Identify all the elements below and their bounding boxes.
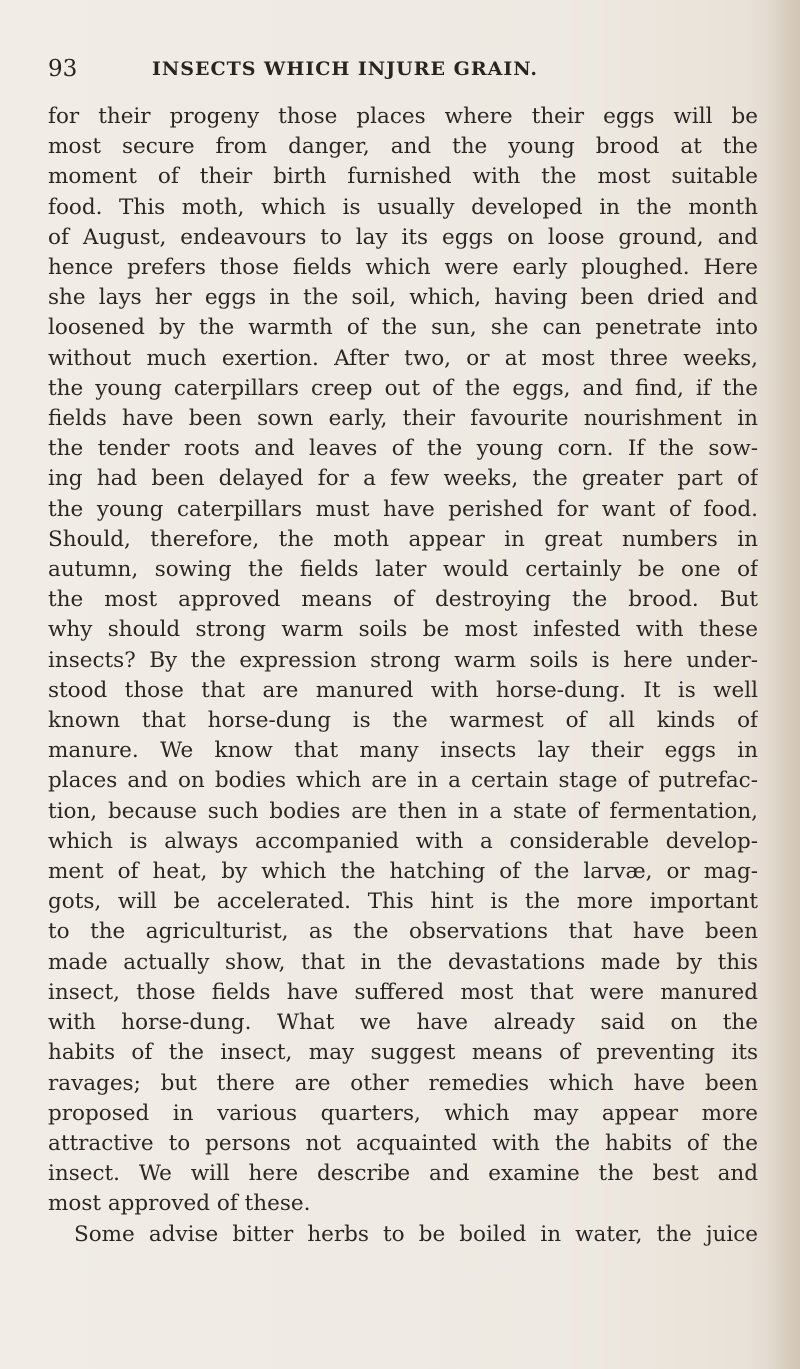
text-line: attractive to persons not acquainted with the habits of the (48, 1130, 758, 1156)
text-line: with horse-dung. What we have already said on the (48, 1010, 758, 1036)
text-line: the young caterpillars must have perished for want of food. (48, 496, 758, 522)
text-line: loosened by the warmth of the sun, she can penetrate into (48, 315, 758, 341)
text-line: insects? By the expression strong warm soils is here under- (48, 647, 758, 673)
text-line: why should strong warm soils be most infested with these (48, 617, 758, 643)
text-line: Should, therefore, the moth appear in great numbers in (48, 526, 758, 552)
text-line: for their progeny those places where their eggs will be (48, 104, 758, 129)
body-text (48, 102, 758, 1250)
text-line: insect. We will here describe and examine the best and (48, 1161, 758, 1187)
text-line: made actually show, that in the devastations made by this (48, 949, 758, 975)
text-line: ing had been delayed for a few weeks, the greater part of (48, 466, 758, 492)
text-line: moment of their birth furnished with the most suitable (48, 164, 758, 190)
text-line: habits of the insect, may suggest means of preventing its (48, 1040, 758, 1066)
text-line: Some advise bitter herbs to be boiled in water, the juice (74, 1221, 758, 1247)
text-line: ravages; but there are other remedies which have been (48, 1070, 758, 1096)
text-line: gots, will be accelerated. This hint is the more important (48, 889, 758, 915)
text-line: she lays her eggs in the soil, which, having been dried and (48, 285, 758, 311)
text-line: autumn, sowing the fields later would certainly be one of (48, 557, 758, 583)
text-line: manure. We know that many insects lay their eggs in (48, 738, 758, 764)
text-line: the tender roots and leaves of the young corn. If the sow- (48, 436, 758, 462)
text-line: insect, those fields have suffered most that were manured (48, 979, 758, 1005)
page-header (48, 56, 748, 96)
text-line: proposed in various quarters, which may appear more (48, 1100, 758, 1126)
text-line: without much exertion. After two, or at most three weeks, (48, 345, 758, 371)
text-line: to the agriculturist, as the observations that have been (48, 919, 758, 945)
text-line: stood those that are manured with horse-dung. It is well (48, 677, 758, 703)
text-line: ment of heat, by which the hatching of the larvæ, or mag- (48, 859, 758, 885)
text-line: places and on bodies which are in a certain stage of putrefac- (48, 768, 758, 794)
text-line: of August, endeavours to lay its eggs on loose ground, and (48, 224, 758, 250)
text-line: fields have been sown early, their favourite nourishment in (48, 406, 758, 432)
text-line: which is always accompanied with a considerable develop- (48, 828, 758, 854)
page-number: 93 (48, 56, 78, 82)
running-title: INSECTS WHICH INJURE GRAIN. (152, 58, 539, 80)
text-line: tion, because such bodies are then in a state of fermentation, (48, 798, 758, 824)
page-edge-shadow (766, 0, 800, 1369)
text-line: most approved of these. (48, 1191, 311, 1217)
text-line: hence prefers those fields which were early ploughed. Here (48, 255, 758, 281)
text-line: the young caterpillars creep out of the eggs, and find, if the (48, 375, 758, 401)
text-line: food. This moth, which is usually developed in the month (48, 194, 758, 220)
text-line: known that horse-dung is the warmest of all kinds of (48, 708, 758, 734)
text-line: the most approved means of destroying the brood. But (48, 587, 758, 613)
text-line: most secure from danger, and the young brood at the (48, 134, 758, 160)
